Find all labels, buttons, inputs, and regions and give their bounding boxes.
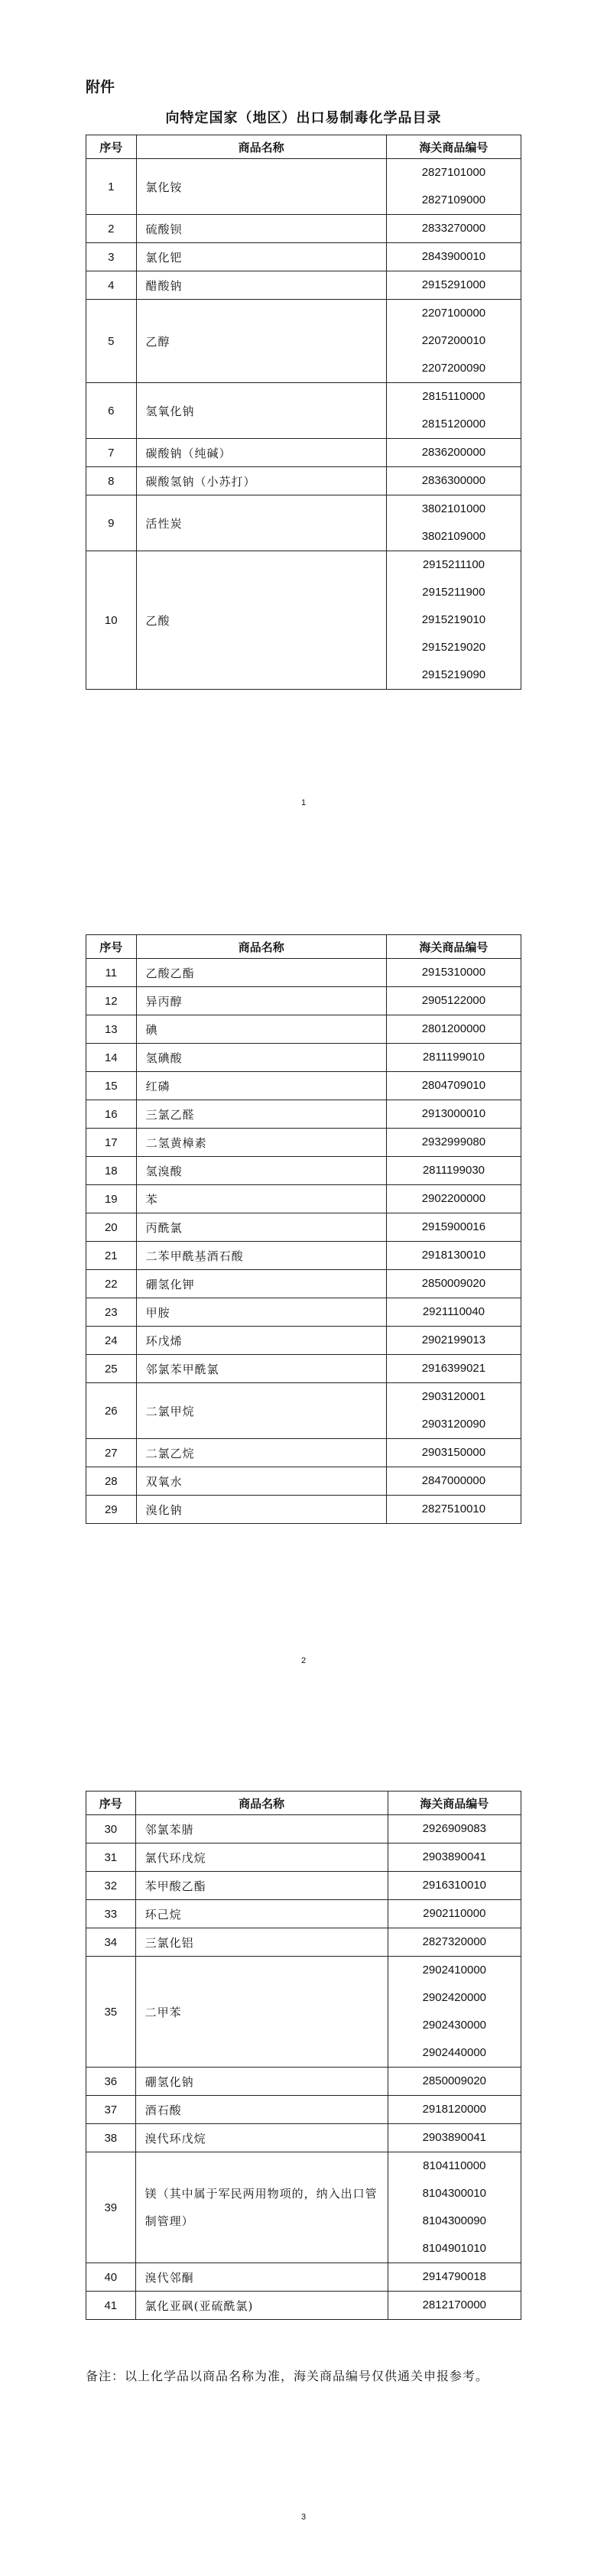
header-code: 海关商品编号 <box>386 935 521 959</box>
table-row <box>86 1872 521 1900</box>
customs-code: 2902199013 <box>421 1333 486 1346</box>
customs-codes <box>386 1355 521 1383</box>
product-name: 氢氧化钠 <box>136 383 386 439</box>
header-no: 序号 <box>86 1792 136 1815</box>
row-number: 39 <box>86 2152 136 2263</box>
row-number: 9 <box>86 495 137 551</box>
header-code: 海关商品编号 <box>388 1792 521 1815</box>
product-name: 甲胺 <box>136 1298 386 1327</box>
customs-code: 2913000010 <box>421 1107 486 1120</box>
customs-codes <box>388 2292 521 2320</box>
customs-codes <box>386 1270 521 1298</box>
row-number: 27 <box>86 1439 137 1467</box>
customs-codes <box>386 243 521 271</box>
customs-code: 8104300010 <box>422 2187 487 2200</box>
customs-code: 2915211100 <box>422 558 485 571</box>
row-number: 31 <box>86 1843 136 1872</box>
customs-code: 2915211900 <box>422 586 485 599</box>
customs-code: 2827320000 <box>422 1935 487 1948</box>
product-name: 硼氢化钾 <box>136 1270 386 1298</box>
customs-code: 2827510010 <box>421 1502 486 1515</box>
row-number: 21 <box>86 1242 137 1270</box>
table-row <box>86 959 521 987</box>
customs-code: 2902410000 <box>422 1964 487 1977</box>
document-title: 向特定国家（地区）出口易制毒化学品目录 <box>165 110 442 126</box>
customs-codes <box>388 1843 521 1872</box>
customs-codes <box>388 2124 521 2152</box>
table-row <box>86 2152 521 2263</box>
table-row <box>86 159 521 215</box>
table-row <box>86 1129 521 1157</box>
customs-code: 2812170000 <box>422 2298 487 2311</box>
customs-code: 3802109000 <box>421 530 486 543</box>
customs-code: 2804709010 <box>421 1079 486 1092</box>
product-name: 碳酸钠（纯碱） <box>136 439 386 467</box>
header-name: 商品名称 <box>135 1792 388 1815</box>
customs-codes <box>386 1467 521 1496</box>
table-row <box>86 1242 521 1270</box>
customs-codes <box>386 1439 521 1467</box>
product-name: 硼氢化钠 <box>135 2068 388 2096</box>
customs-code: 8104110000 <box>423 2159 486 2172</box>
customs-codes <box>386 215 521 243</box>
product-name: 溴化钠 <box>136 1496 386 1524</box>
row-number: 32 <box>86 1872 136 1900</box>
table-header-row <box>86 135 521 159</box>
customs-code: 2918120000 <box>422 2103 487 2116</box>
customs-code: 2833270000 <box>421 222 486 235</box>
customs-code: 2815110000 <box>422 390 485 403</box>
row-number: 14 <box>86 1044 137 1072</box>
customs-code: 2903150000 <box>421 1446 486 1459</box>
customs-codes <box>388 1928 521 1957</box>
product-name: 三氯乙醛 <box>136 1100 386 1129</box>
product-name: 邻氯苯甲酰氯 <box>136 1355 386 1383</box>
customs-code: 2903120001 <box>421 1390 486 1403</box>
row-number: 12 <box>86 987 137 1015</box>
table-row <box>86 1957 521 2068</box>
page-number-1: 1 <box>300 798 307 807</box>
product-name: 氯代环戊烷 <box>135 1843 388 1872</box>
row-number: 7 <box>86 439 137 467</box>
table-row <box>86 1900 521 1928</box>
row-number: 13 <box>86 1015 137 1044</box>
customs-codes <box>386 551 521 690</box>
table-row <box>86 1843 521 1872</box>
customs-codes <box>386 1496 521 1524</box>
table-row <box>86 551 521 690</box>
product-name: 乙酸 <box>136 551 386 690</box>
table-row <box>86 987 521 1015</box>
row-number: 16 <box>86 1100 137 1129</box>
row-number: 4 <box>86 271 137 300</box>
customs-code: 2827109000 <box>421 193 486 206</box>
product-name: 酒石酸 <box>135 2096 388 2124</box>
table-row <box>86 1015 521 1044</box>
customs-code: 2811199030 <box>422 1164 485 1177</box>
customs-code: 2905122000 <box>421 994 486 1007</box>
row-number: 22 <box>86 1270 137 1298</box>
customs-code: 2843900010 <box>421 250 486 263</box>
table-row <box>86 1298 521 1327</box>
row-number: 26 <box>86 1383 137 1439</box>
product-name: 乙醇 <box>136 300 386 383</box>
product-name: 碳酸氢钠（小苏打） <box>136 467 386 495</box>
customs-codes <box>386 1242 521 1270</box>
table-row <box>86 1355 521 1383</box>
table-row <box>86 2263 521 2292</box>
customs-code: 2903120090 <box>421 1418 486 1431</box>
footnote: 备注：以上化学品以商品名称为准，海关商品编号仅供通关申报参考。 <box>86 2369 489 2383</box>
table-row <box>86 495 521 551</box>
table-row <box>86 215 521 243</box>
table-row <box>86 1270 521 1298</box>
product-name: 三氯化铝 <box>135 1928 388 1957</box>
product-name: 氯化铵 <box>136 159 386 215</box>
customs-codes <box>386 271 521 300</box>
table-header-row <box>86 1792 521 1815</box>
product-name: 溴代邻酮 <box>135 2263 388 2292</box>
product-name: 环戊烯 <box>136 1327 386 1355</box>
customs-code: 2926909083 <box>422 1822 487 1835</box>
customs-codes <box>386 959 521 987</box>
table-row <box>86 2124 521 2152</box>
product-name: 环己烷 <box>135 1900 388 1928</box>
customs-codes <box>386 467 521 495</box>
row-number: 23 <box>86 1298 137 1327</box>
row-number: 34 <box>86 1928 136 1957</box>
customs-code: 2902430000 <box>422 2019 487 2032</box>
product-name: 硫酸钡 <box>136 215 386 243</box>
product-name: 醋酸钠 <box>136 271 386 300</box>
row-number: 10 <box>86 551 137 690</box>
table-row <box>86 1327 521 1355</box>
customs-codes <box>386 1298 521 1327</box>
table-row <box>86 1815 521 1843</box>
customs-code: 2915310000 <box>421 966 486 979</box>
header-code: 海关商品编号 <box>386 135 521 159</box>
customs-codes <box>386 1327 521 1355</box>
row-number: 17 <box>86 1129 137 1157</box>
table-row <box>86 1467 521 1496</box>
table-row <box>86 1044 521 1072</box>
customs-code: 2902200000 <box>421 1192 486 1205</box>
customs-code: 2916310010 <box>422 1879 487 1892</box>
customs-code: 2915291000 <box>421 278 486 291</box>
row-number: 2 <box>86 215 137 243</box>
product-name: 二甲苯 <box>135 1957 388 2068</box>
product-name: 碘 <box>136 1015 386 1044</box>
header-name: 商品名称 <box>136 935 386 959</box>
header-name: 商品名称 <box>136 135 386 159</box>
customs-code: 2921110040 <box>422 1305 485 1318</box>
customs-code: 2918130010 <box>421 1249 486 1262</box>
row-number: 40 <box>86 2263 136 2292</box>
table-row <box>86 467 521 495</box>
customs-codes <box>386 159 521 215</box>
chemicals-table-page-3 <box>86 1791 521 2320</box>
customs-code: 2902420000 <box>422 1991 487 2004</box>
row-number: 28 <box>86 1467 137 1496</box>
row-number: 18 <box>86 1157 137 1185</box>
row-number: 20 <box>86 1213 137 1242</box>
customs-code: 2915900016 <box>421 1220 486 1233</box>
row-number: 19 <box>86 1185 137 1213</box>
product-name: 丙酰氯 <box>136 1213 386 1242</box>
row-number: 15 <box>86 1072 137 1100</box>
row-number: 38 <box>86 2124 136 2152</box>
row-number: 11 <box>86 959 137 987</box>
table-row <box>86 1928 521 1957</box>
customs-code: 2207200010 <box>421 334 486 347</box>
row-number: 25 <box>86 1355 137 1383</box>
customs-code: 2850009020 <box>422 2074 487 2087</box>
table-row <box>86 2096 521 2124</box>
row-number: 8 <box>86 467 137 495</box>
customs-codes <box>388 2263 521 2292</box>
customs-code: 2836300000 <box>421 474 486 487</box>
customs-codes <box>386 1015 521 1044</box>
table-row <box>86 1383 521 1439</box>
table-row <box>86 1185 521 1213</box>
table-row <box>86 1157 521 1185</box>
customs-code: 3802101000 <box>421 502 486 515</box>
product-name: 红磷 <box>136 1072 386 1100</box>
row-number: 37 <box>86 2096 136 2124</box>
row-number: 29 <box>86 1496 137 1524</box>
customs-codes <box>386 1383 521 1439</box>
header-no: 序号 <box>86 135 137 159</box>
customs-code: 2903890041 <box>422 1850 487 1863</box>
customs-code: 2815120000 <box>421 417 486 430</box>
table-row <box>86 1439 521 1467</box>
table-row <box>86 383 521 439</box>
product-name: 氯化亚砜(亚硫酰氯) <box>135 2292 388 2320</box>
table-row <box>86 1496 521 1524</box>
customs-code: 2207100000 <box>421 307 486 320</box>
customs-code: 2902110000 <box>423 1907 486 1920</box>
page-number-2: 2 <box>300 1656 307 1665</box>
customs-code: 2915219020 <box>421 641 486 654</box>
table-row <box>86 2292 521 2320</box>
customs-codes <box>388 2096 521 2124</box>
row-number: 41 <box>86 2292 136 2320</box>
customs-codes <box>388 1815 521 1843</box>
customs-code: 2902440000 <box>422 2046 487 2059</box>
customs-codes <box>386 1044 521 1072</box>
product-name: 双氧水 <box>136 1467 386 1496</box>
customs-code: 8104901010 <box>422 2242 487 2255</box>
row-number: 33 <box>86 1900 136 1928</box>
customs-codes <box>388 2152 521 2263</box>
customs-codes <box>386 987 521 1015</box>
table-row <box>86 1213 521 1242</box>
table-row <box>86 2068 521 2096</box>
product-name: 乙酸乙酯 <box>136 959 386 987</box>
product-name: 氯化钯 <box>136 243 386 271</box>
customs-codes <box>386 1157 521 1185</box>
product-name: 邻氯苯腈 <box>135 1815 388 1843</box>
table-row <box>86 243 521 271</box>
customs-code: 2801200000 <box>421 1022 486 1035</box>
customs-code: 2932999080 <box>421 1135 486 1148</box>
product-name: 二氯甲烷 <box>136 1383 386 1439</box>
customs-codes <box>386 1100 521 1129</box>
row-number: 5 <box>86 300 137 383</box>
product-name: 二氯乙烷 <box>136 1439 386 1467</box>
chemicals-table-page-2 <box>86 934 521 1524</box>
product-name: 二氢黄樟素 <box>136 1129 386 1157</box>
product-name: 活性炭 <box>136 495 386 551</box>
row-number: 6 <box>86 383 137 439</box>
customs-codes <box>388 1957 521 2068</box>
customs-codes <box>388 1872 521 1900</box>
table-row <box>86 300 521 383</box>
customs-codes <box>386 1213 521 1242</box>
product-name: 镁（其中属于军民两用物项的，纳入出口管制管理） <box>135 2152 388 2263</box>
product-name: 溴代环戊烷 <box>135 2124 388 2152</box>
customs-code: 2903890041 <box>422 2131 487 2144</box>
row-number: 1 <box>86 159 137 215</box>
product-name: 氢碘酸 <box>136 1044 386 1072</box>
customs-codes <box>386 300 521 383</box>
product-name: 二苯甲酰基酒石酸 <box>136 1242 386 1270</box>
customs-code: 2914790018 <box>422 2270 487 2283</box>
customs-code: 2811199010 <box>422 1051 485 1064</box>
customs-codes <box>388 2068 521 2096</box>
chemicals-table-page-1 <box>86 135 521 690</box>
row-number: 3 <box>86 243 137 271</box>
customs-code: 2836200000 <box>421 446 486 459</box>
product-name: 苯 <box>136 1185 386 1213</box>
product-name: 异丙醇 <box>136 987 386 1015</box>
header-no: 序号 <box>86 935 137 959</box>
page-number-3: 3 <box>300 2513 307 2522</box>
customs-codes <box>388 1900 521 1928</box>
row-number: 36 <box>86 2068 136 2096</box>
table-row <box>86 1072 521 1100</box>
table-row <box>86 1100 521 1129</box>
row-number: 30 <box>86 1815 136 1843</box>
customs-code: 2916399021 <box>421 1362 486 1375</box>
product-name: 氢溴酸 <box>136 1157 386 1185</box>
customs-code: 2915219010 <box>421 613 486 626</box>
table-row <box>86 271 521 300</box>
row-number: 35 <box>86 1957 136 2068</box>
customs-codes <box>386 439 521 467</box>
customs-code: 2827101000 <box>421 166 486 179</box>
customs-code: 2850009020 <box>421 1277 486 1290</box>
row-number: 24 <box>86 1327 137 1355</box>
customs-codes <box>386 1185 521 1213</box>
customs-code: 2915219090 <box>421 668 486 681</box>
customs-codes <box>386 1072 521 1100</box>
customs-codes <box>386 495 521 551</box>
customs-code: 8104300090 <box>422 2214 487 2227</box>
product-name: 苯甲酸乙酯 <box>135 1872 388 1900</box>
customs-code: 2207200090 <box>421 362 486 375</box>
table-row <box>86 439 521 467</box>
table-header-row <box>86 935 521 959</box>
customs-code: 2847000000 <box>421 1474 486 1487</box>
annex-label: 附件 <box>86 79 115 96</box>
customs-codes <box>386 1129 521 1157</box>
customs-codes <box>386 383 521 439</box>
